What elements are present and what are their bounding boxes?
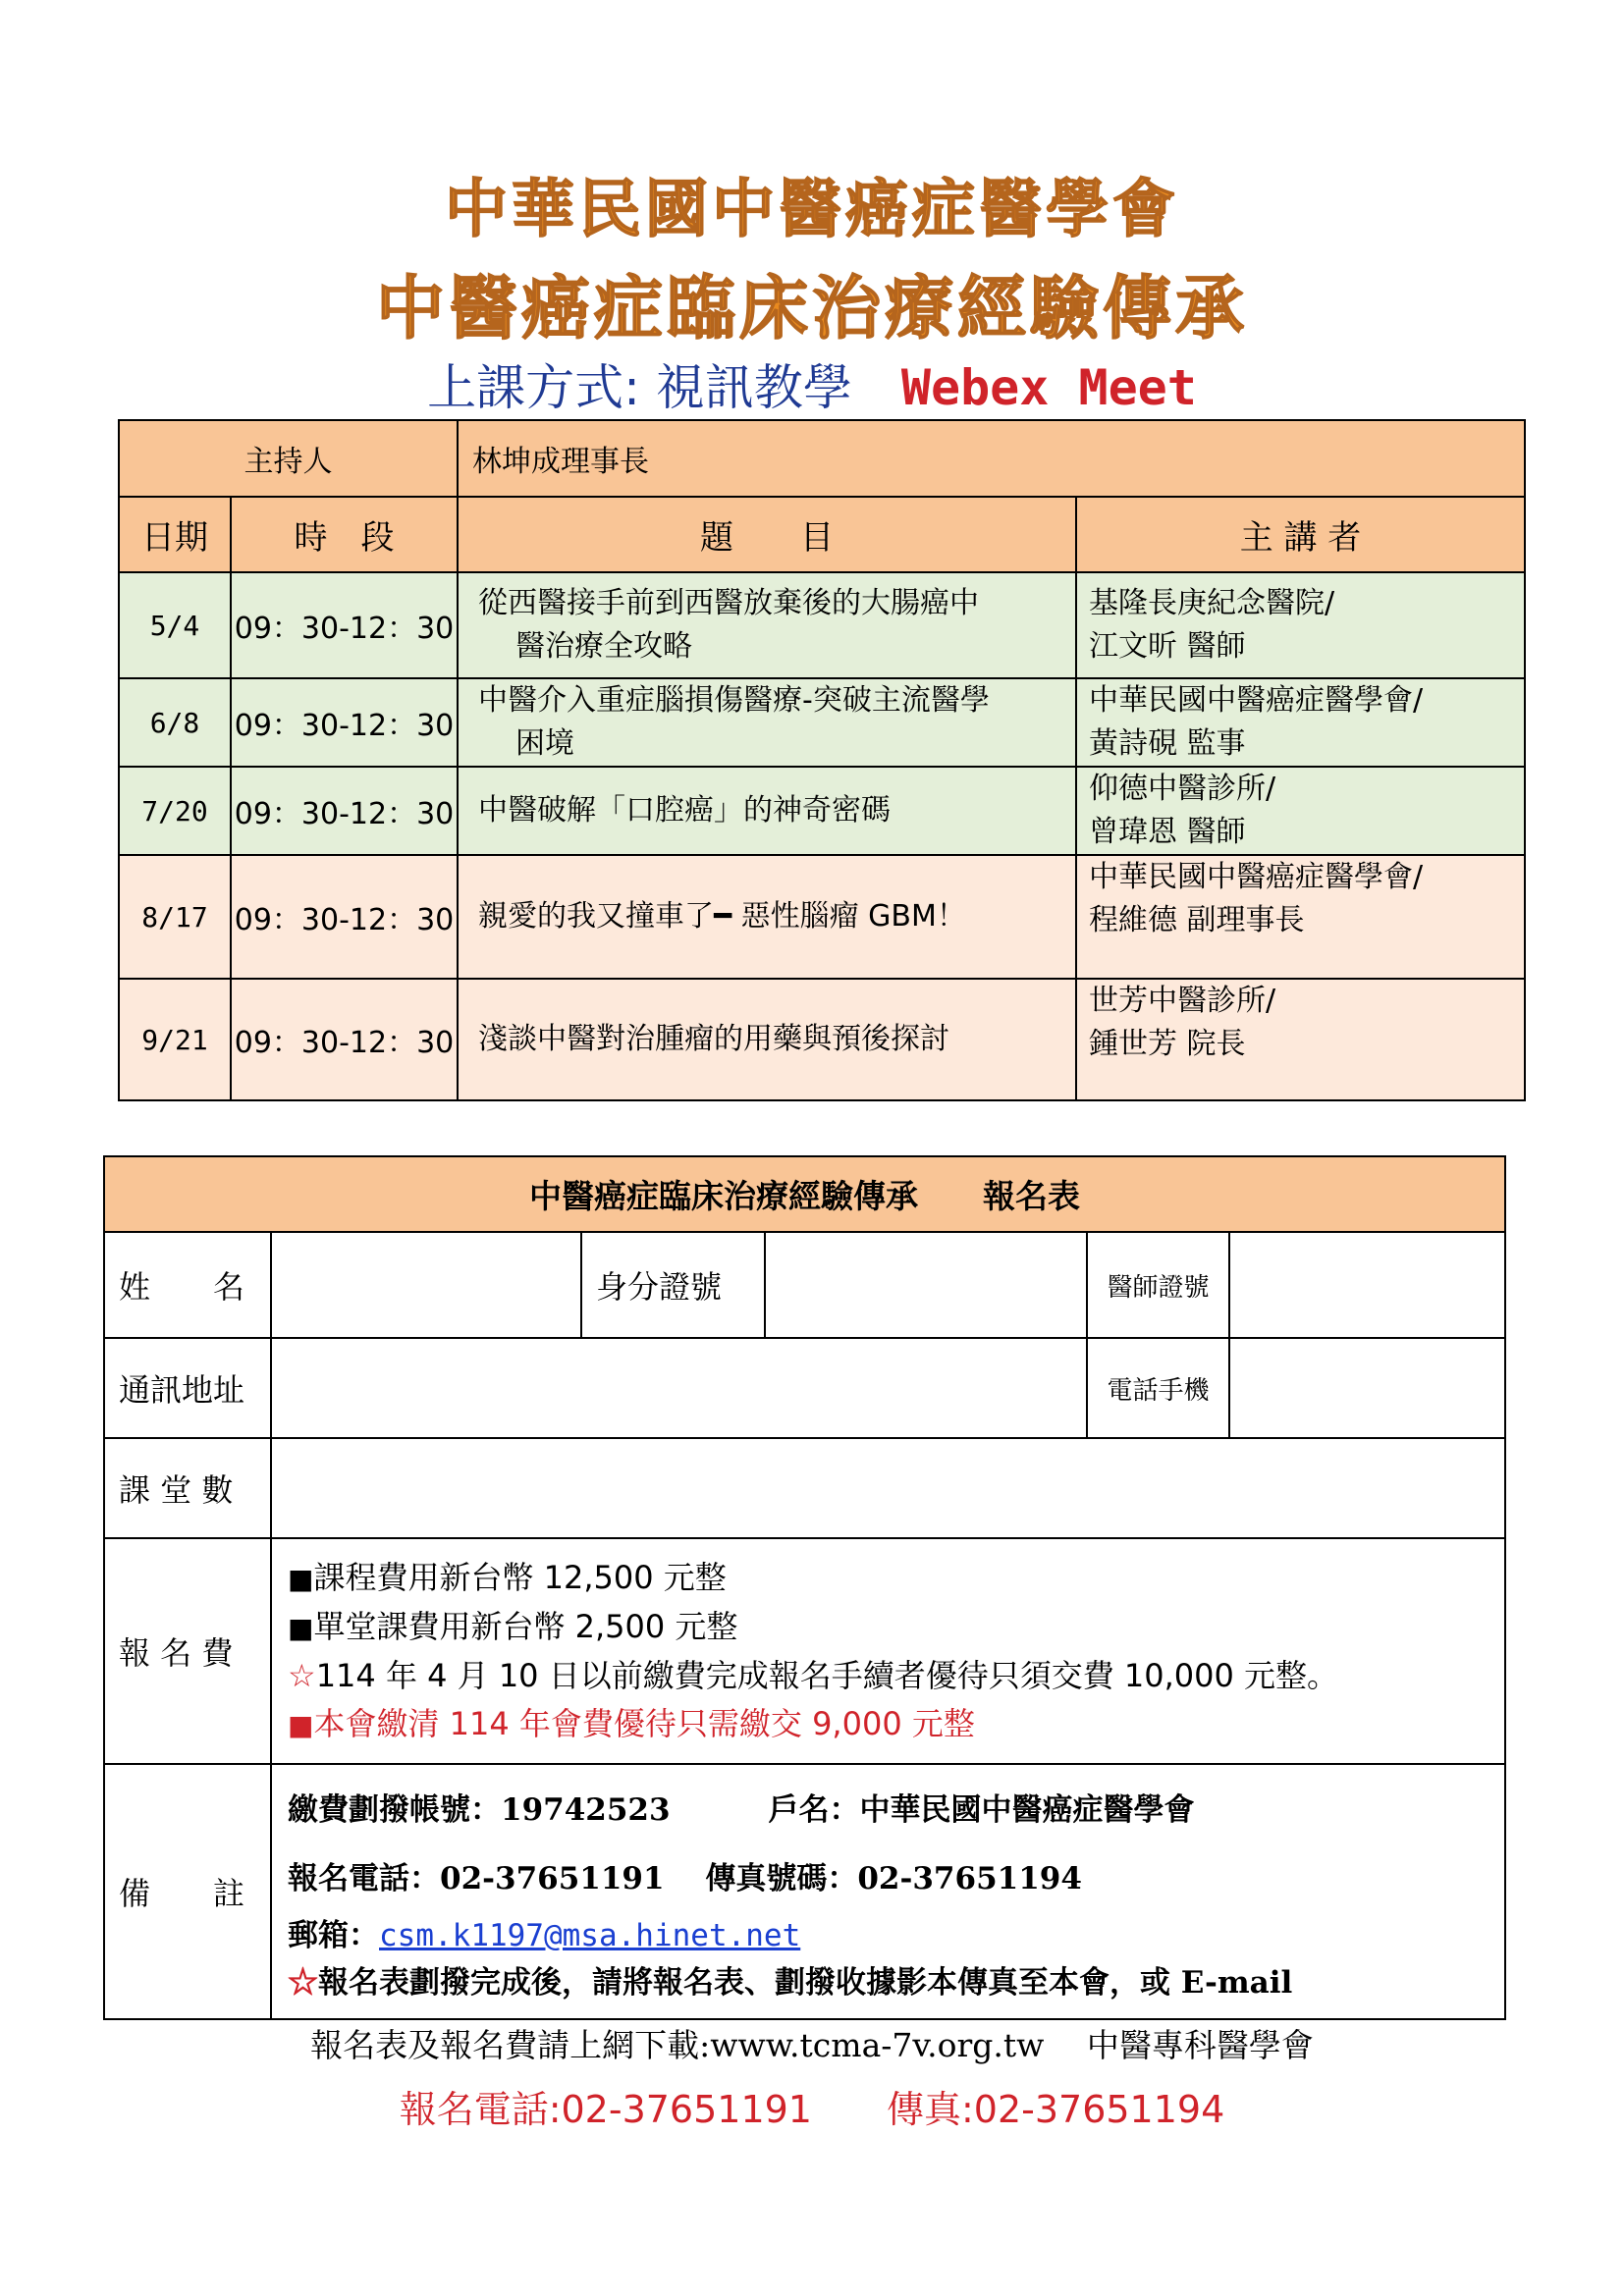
topic-line2: 醫治療全攻略 <box>515 629 692 664</box>
speaker-org: 仰德中醫診所/ <box>1089 772 1276 806</box>
row-topic: 親愛的我又撞車了━ 惡性腦瘤 GBM！ <box>458 855 1076 979</box>
class-method <box>0 348 1624 419</box>
notes-details <box>271 1764 1505 2019</box>
square-bullet-icon: ■ <box>288 1708 314 1741</box>
row-speaker <box>1076 855 1525 979</box>
schedule-table <box>118 419 1526 1101</box>
row-date: 9/21 <box>119 979 231 1100</box>
fee-line <box>272 1652 1504 1700</box>
row-time: 09：30-12：30 <box>231 855 458 979</box>
association-title: 中華民國中醫癌症醫學會 <box>445 173 1179 246</box>
col-speaker: 主 講 者 <box>1076 497 1525 572</box>
address-field[interactable] <box>271 1338 1087 1438</box>
row-time: 09：30-12：30 <box>231 572 458 678</box>
email-link[interactable]: csm.k1197@msa.hinet.net <box>379 1918 801 1953</box>
square-bullet-icon: ■ <box>288 1562 314 1595</box>
speaker-name: 黃詩硯 監事 <box>1089 726 1246 761</box>
account-name: 戶名：中華民國中醫癌症醫學會 <box>768 1792 1195 1828</box>
star-icon: ☆ <box>288 1656 316 1694</box>
row-speaker <box>1076 678 1525 767</box>
phone-field[interactable] <box>1229 1338 1505 1438</box>
table-row <box>119 855 1525 979</box>
row-date: 6/8 <box>119 678 231 767</box>
col-time: 時 段 <box>231 497 458 572</box>
row-time: 09：30-12：30 <box>231 979 458 1100</box>
id-field[interactable] <box>765 1232 1087 1338</box>
name-label: 姓 名 <box>104 1232 271 1338</box>
row-topic <box>458 572 1076 678</box>
topic-line2: 困境 <box>515 726 574 761</box>
fee-line <box>272 1603 1504 1652</box>
fee-line <box>272 1554 1504 1603</box>
doctor-id-field[interactable] <box>1229 1232 1505 1338</box>
address-label: 通訊地址 <box>104 1338 271 1438</box>
class-platform: Webex Meet <box>900 359 1197 416</box>
row-date: 7/20 <box>119 767 231 855</box>
registration-form <box>103 1155 1506 2020</box>
fee-line <box>272 1700 1504 1749</box>
row-speaker <box>1076 572 1525 678</box>
note-phone-fax: 報名電話：02-37651191 傳真號碼：02-37651194 <box>288 1861 1082 1896</box>
class-method-label: 上課方式: 視訊教學 <box>427 359 852 416</box>
topic-line1: 從西醫接手前到西醫放棄後的大腸癌中 <box>478 586 979 620</box>
row-date: 8/17 <box>119 855 231 979</box>
col-topic: 題 目 <box>458 497 1076 572</box>
classes-field[interactable] <box>271 1438 1505 1538</box>
row-speaker <box>1076 979 1525 1100</box>
classes-label: 課 堂 數 <box>104 1438 271 1538</box>
footer-download-note: 報名表及報名費請上網下載:www.tcma-7v.org.tw 中醫專科醫學會 <box>310 2026 1314 2064</box>
note-instruction <box>272 1958 1504 2007</box>
row-time: 09：30-12：30 <box>231 678 458 767</box>
speaker-name: 鍾世芳 院長 <box>1089 1027 1246 1061</box>
col-date: 日期 <box>119 497 231 572</box>
notes-label: 備 註 <box>104 1764 271 2019</box>
fee-early-bird: 114 年 4 月 10 日以前繳費完成報名手續者優待只須交費 10,000 元整。 <box>315 1656 1339 1694</box>
row-topic <box>458 678 1076 767</box>
table-row <box>119 572 1525 678</box>
fee-label: 報 名 費 <box>104 1538 271 1764</box>
speaker-org: 中華民國中醫癌症醫學會/ <box>1089 860 1424 894</box>
row-date: 5/4 <box>119 572 231 678</box>
form-title: 中醫癌症臨床治療經驗傳承 報名表 <box>104 1156 1505 1232</box>
id-label: 身分證號 <box>581 1232 765 1338</box>
footer-contact: 報名電話:02-37651191 傳真:02-37651194 <box>399 2088 1225 2131</box>
speaker-org: 中華民國中醫癌症醫學會/ <box>1089 683 1424 718</box>
row-topic: 淺談中醫對治腫瘤的用藥與預後探討 <box>458 979 1076 1100</box>
table-row <box>119 678 1525 767</box>
speaker-name: 曾瑋恩 醫師 <box>1089 815 1246 849</box>
fee-single-class: 單堂課費用新台幣 2,500 元整 <box>313 1607 738 1645</box>
note-instruction-text: 報名表劃撥完成後，請將報名表、劃撥收據影本傳真至本會，或 E-mail <box>318 1965 1293 2001</box>
speaker-org: 基隆長庚紀念醫院/ <box>1089 586 1335 620</box>
fee-details <box>271 1538 1505 1764</box>
table-row <box>119 979 1525 1100</box>
name-field[interactable] <box>271 1232 581 1338</box>
topic-line1: 中醫介入重症腦損傷醫療-突破主流醫學 <box>478 683 990 718</box>
speaker-name: 程維德 副理事長 <box>1089 903 1305 937</box>
phone-label: 電話手機 <box>1087 1338 1229 1438</box>
speaker-name: 江文昕 醫師 <box>1089 629 1246 664</box>
note-account <box>272 1776 1504 1844</box>
host-label: 主持人 <box>119 420 458 497</box>
account-number: 繳費劃撥帳號：19742523 <box>288 1792 671 1828</box>
speaker-org: 世芳中醫診所/ <box>1089 984 1276 1018</box>
row-topic: 中醫破解「口腔癌」的神奇密碼 <box>458 767 1076 855</box>
table-row <box>119 767 1525 855</box>
course-title: 中醫癌症臨床治療經驗傳承 <box>376 267 1248 348</box>
host-name: 林坤成理事長 <box>458 420 1525 497</box>
row-speaker <box>1076 767 1525 855</box>
email-label: 郵箱： <box>288 1918 379 1953</box>
note-email <box>272 1913 1504 1958</box>
fee-member: 本會繳清 114 年會費優待只需繳交 9,000 元整 <box>313 1704 975 1742</box>
row-time: 09：30-12：30 <box>231 767 458 855</box>
square-bullet-icon: ■ <box>288 1611 314 1644</box>
star-icon: ☆ <box>288 1965 318 2001</box>
doctor-id-label: 醫師證號 <box>1087 1232 1229 1338</box>
fee-full-course: 課程費用新台幣 12,500 元整 <box>313 1558 727 1596</box>
